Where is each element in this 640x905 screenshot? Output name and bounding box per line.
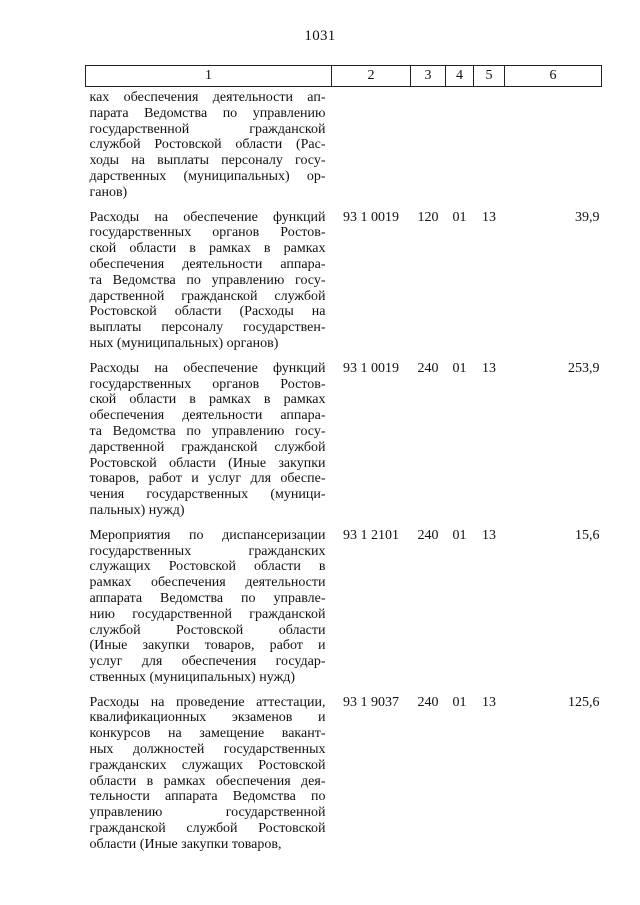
description-line: ных должностей государственных	[89, 742, 326, 758]
description-line: государственных гражданских	[89, 543, 326, 559]
description-line: управлению государственной	[89, 805, 326, 821]
description-line: квалификационных экзаменов и	[89, 710, 326, 726]
description-line: дарственных (муниципальных) ор-	[89, 168, 326, 184]
amount-value: 253,9	[568, 360, 600, 376]
description-line: Расходы на проведение аттестации,	[89, 694, 326, 710]
column-header-6: 6	[505, 66, 602, 87]
section-code: 01	[452, 527, 467, 543]
description-line: ходы на выплаты персоналу госу-	[89, 153, 326, 169]
description-line: ской области в рамках в рамках	[89, 392, 326, 408]
description-line: ках обеспечения деятельности ап-	[89, 90, 326, 105]
description-line: Ростовской области (Расходы на	[89, 304, 326, 320]
description-line: Расходы на обеспечение функций	[89, 360, 326, 376]
description-line: ской области в рамках в рамках	[89, 241, 326, 257]
description-line: государственных органов Ростов-	[89, 376, 326, 392]
row-description	[86, 686, 332, 853]
description-line: дарственной гражданской службой	[89, 288, 326, 304]
description-line: услуг для обеспечения государ-	[89, 654, 326, 670]
column-header-2: 2	[332, 66, 411, 87]
expense-type-code: 240	[417, 694, 439, 710]
description-line: парата Ведомства по управлению	[89, 105, 326, 121]
description-line: Мероприятия по диспансеризации	[89, 527, 326, 543]
expense-type-code: 240	[417, 527, 439, 543]
table-header-row	[86, 66, 602, 87]
description-line: службой Ростовской области	[89, 622, 326, 638]
description-line: ганов)	[89, 184, 128, 200]
description-line: Расходы на обеспечение функций	[89, 209, 326, 225]
column-header-3: 3	[411, 66, 446, 87]
subsection-code: 13	[482, 527, 496, 543]
table-row	[86, 201, 602, 352]
section-code: 01	[452, 209, 467, 225]
description-line: обеспечения деятельности аппара-	[89, 408, 326, 424]
table-body	[86, 87, 602, 853]
description-line: ственных (муниципальных) нужд)	[89, 669, 295, 685]
description-line: аппарата Ведомства по управле-	[89, 590, 326, 606]
description-line: гражданских служащих Ростовской	[89, 757, 326, 773]
amount-value: 39,9	[575, 209, 600, 225]
description-line: конкурсов на замещение вакант-	[89, 726, 326, 742]
description-line: Ростовской области (Иные закупки	[89, 455, 326, 471]
subsection-code: 13	[482, 360, 496, 376]
description-line: области в рамках обеспечения дея-	[89, 773, 326, 789]
budget-table	[85, 65, 602, 853]
description-line: гражданской службой Ростовской	[89, 821, 326, 837]
description-line: дарственной гражданской службой	[89, 439, 326, 455]
description-line: государственной гражданской	[89, 121, 326, 137]
expense-type-code	[411, 87, 446, 201]
description-line: выплаты персоналу государствен-	[89, 320, 326, 336]
amount-value: 15,6	[575, 527, 600, 543]
target-article-code: 93 1 9037	[343, 694, 399, 710]
description-line: нию государственной гражданской	[89, 606, 326, 622]
description-line: товаров, работ и услуг для обеспе-	[89, 471, 326, 487]
page-number: 1031	[304, 28, 336, 44]
table-row	[86, 686, 602, 853]
expense-type-code: 240	[417, 360, 439, 376]
subsection-code: 13	[482, 209, 496, 225]
target-article-code	[332, 87, 411, 201]
section-code	[446, 87, 474, 201]
description-line: службой Ростовской области (Рас-	[89, 137, 326, 153]
column-header-4: 4	[446, 66, 474, 87]
table-row	[86, 519, 602, 686]
description-line: чения государственных (муници-	[89, 487, 326, 503]
description-line: пальных) нужд)	[89, 502, 185, 518]
subsection-code	[474, 87, 505, 201]
description-line: тельности аппарата Ведомства по	[89, 789, 326, 805]
amount-value: 125,6	[568, 694, 600, 710]
description-line: обеспечения деятельности аппара-	[89, 256, 326, 272]
column-header-5: 5	[474, 66, 505, 87]
target-article-code: 93 1 0019	[343, 209, 399, 225]
table-row	[86, 87, 602, 201]
description-line: ных (муниципальных) органов)	[89, 335, 279, 351]
description-line: рамках обеспечения деятельности	[89, 575, 326, 591]
row-description	[86, 519, 332, 686]
row-description	[86, 352, 332, 519]
description-line: государственных органов Ростов-	[89, 225, 326, 241]
row-description	[86, 87, 332, 201]
section-code: 01	[452, 360, 467, 376]
table-row	[86, 352, 602, 519]
description-line: та Ведомства по управлению госу-	[89, 423, 326, 439]
target-article-code: 93 1 2101	[343, 527, 399, 543]
description-line: служащих Ростовской области в	[89, 559, 326, 575]
description-line: области (Иные закупки товаров,	[89, 836, 282, 852]
description-line: та Ведомства по управлению госу-	[89, 272, 326, 288]
target-article-code: 93 1 0019	[343, 360, 399, 376]
amount-value	[505, 87, 602, 201]
subsection-code: 13	[482, 694, 496, 710]
expense-type-code: 120	[417, 209, 439, 225]
description-line: (Иные закупки товаров, работ и	[89, 638, 326, 654]
column-header-1: 1	[86, 66, 332, 87]
row-description	[86, 201, 332, 352]
section-code: 01	[452, 694, 467, 710]
